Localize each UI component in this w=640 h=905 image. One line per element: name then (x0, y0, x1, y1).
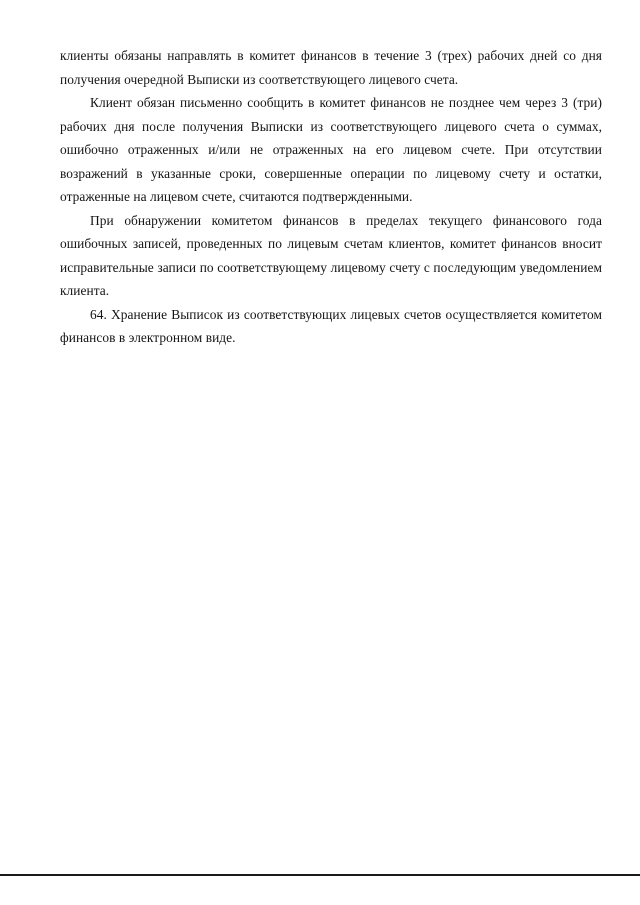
paragraph-continued: клиенты обязаны направлять в комитет финансов в течение 3 (трех) рабочих дней со дня получения очередной Выписки из соответствующего лицевого счета. (60, 48, 602, 87)
paragraph-correction-entries: При обнаружении комитетом финансов в пределах текущего финансового года ошибочных записей, проведенных по лицевым счетам клиентов, комитет финансов вносит исправительные записи по соответствующему лицевому счету с последующим уведомлением клиента. (60, 212, 602, 298)
document-body (60, 44, 602, 350)
paragraph-64-storage: 64. Хранение Выписок из соответствующих лицевых счетов осуществляется комитетом финансов в электронном виде. (60, 306, 602, 345)
paragraph-client-obligation: Клиент обязан письменно сообщить в комитет финансов не позднее чем через 3 (три) рабочих дня после получения Выписки из соответствующего лицевого счета о суммах, ошибочно отраженных и/или не отраженных на его лицевом счете. При отсутствии возражений в указанные сроки, совершенные операции по лицевому счету и остатки, отраженные на лицевом счете, считаются подтвержденными. (60, 95, 602, 204)
bottom-border-line (0, 874, 640, 876)
